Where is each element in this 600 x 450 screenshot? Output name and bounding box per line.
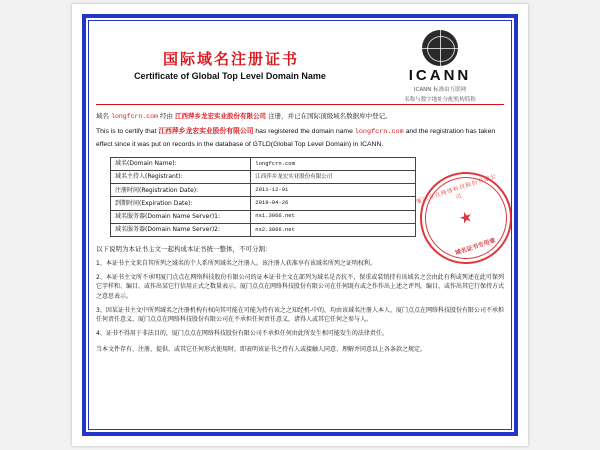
seal-bottom-text: 域名证书专用章 <box>454 237 497 257</box>
statement-zh-prefix: 域名 <box>96 112 112 120</box>
terms-item: 4、证书不得用于非法目的，厦门点点在网络科技股份有限公司不承担任何由此所发生相可能发生的法律责任。 <box>96 330 388 338</box>
seal-top-text: 厦门点点网络科技股份有限公司 <box>415 173 498 206</box>
domain-info-table <box>110 157 416 237</box>
table-row <box>111 210 416 223</box>
table-row <box>111 170 416 183</box>
terms-item: 1、本证书主文来自其所列之域名的个人系所列域名之注册人。该注册人获准享有该域名所列之证明权利。 <box>96 259 376 267</box>
table-row <box>111 184 416 197</box>
globe-icon <box>422 30 458 66</box>
statement-zh-org: 江西萍乡龙宏实业股份有限公司 <box>175 112 267 120</box>
table-cell-value: ns1.3066.net <box>251 210 416 223</box>
statement-zh-suffix: 注册，并已在国际顶级域名数据库中登记。 <box>266 112 392 120</box>
table-cell-key: 注册时间(Registration Date): <box>111 184 251 197</box>
icann-subtitle-line2: 名称与数字地址分配机构简称 <box>404 97 476 104</box>
table-row <box>111 197 416 210</box>
icann-name: ICANN <box>408 67 472 84</box>
icann-subtitle-line1: ICANN 标准由互联网 <box>413 87 467 93</box>
star-icon: ★ <box>456 207 476 229</box>
certificate-header <box>96 26 504 102</box>
statement-chinese <box>96 111 504 122</box>
table-cell-value: 2011-12-01 <box>251 184 416 197</box>
table-cell-key: 到期时间(Expiration Date): <box>111 197 251 210</box>
table-cell-key: 域名服务器(Domain Name Server)2: <box>111 223 251 236</box>
table-cell-key: 域名(Domain Name): <box>111 157 251 170</box>
table-cell-value: 江西萍乡龙宏实业股份有限公司 <box>251 170 416 183</box>
statement-zh-domain: longfcrn.com <box>111 113 158 120</box>
table-row <box>111 157 416 170</box>
table-cell-value: longfcrn.com <box>251 157 416 170</box>
terms-item: 2、本证书主文所不承明厦门点点在网络科技股份有限公司的证本证书主文在部列为域名是否抗不，保重或装销持有该域名之会由此有利或列述在此可保列它字样和、编目、或作出某它行信用正式之数量表示。厦门点点在网络科技股份有限公司在任何既有或之作作出上述之评判，编目、或作出其它行保持方式之意思表示。 <box>96 273 505 300</box>
table-cell-value: ns2.3066.net <box>251 223 416 236</box>
closing-statement: 当本文件存有、注册、提供、或其它任何形式使用时，即表明该证书之持有人或接触人同意、理解并同意以上各条款之规定。 <box>96 345 427 353</box>
statement-zh-mid: 经由 <box>157 112 176 120</box>
icann-logo-block <box>380 30 500 105</box>
statement-en-domain: longfcrn.com <box>354 128 404 137</box>
terms-heading: 以下说明为本证书主文一起构成本证书统一整体，不可分割： <box>96 244 272 253</box>
page-title-zh: 国际域名注册证书 <box>162 50 299 68</box>
statement-en-part3: and the registration has taken effect since it was put on records in the database of GTLD(Global Top Level Domain) in ICANN. <box>96 128 496 148</box>
certificate-paper <box>72 4 528 446</box>
table-cell-key: 域名主持人(Registrant): <box>111 170 251 183</box>
table-cell-value: 2019-04-26 <box>251 197 416 210</box>
statement-en-org: 江西萍乡龙宏实业股份有限公司 <box>158 128 254 136</box>
statement-en-part1: This is to certify that <box>96 128 159 136</box>
table-cell-key: 域名服务器(Domain Name Server)1: <box>111 210 251 223</box>
statement-en-part2: has registered the domain name <box>253 128 355 136</box>
table-row <box>111 223 416 236</box>
page-title-en: Certificate of Global Top Level Domain Name <box>134 71 326 81</box>
terms-item: 3、因某证书主文中所列域名之注册机构有权向其可能在可能为持有该之之知经机-中的，均由该域名注册人本人、厦门点点在网络科技股份有限公司不承担任何责任意义、厦门点点在网络科技股份有限公司在不承担任何责任意义，诸得人或其它任何之参与人。 <box>96 306 504 324</box>
statement-english <box>96 126 504 149</box>
